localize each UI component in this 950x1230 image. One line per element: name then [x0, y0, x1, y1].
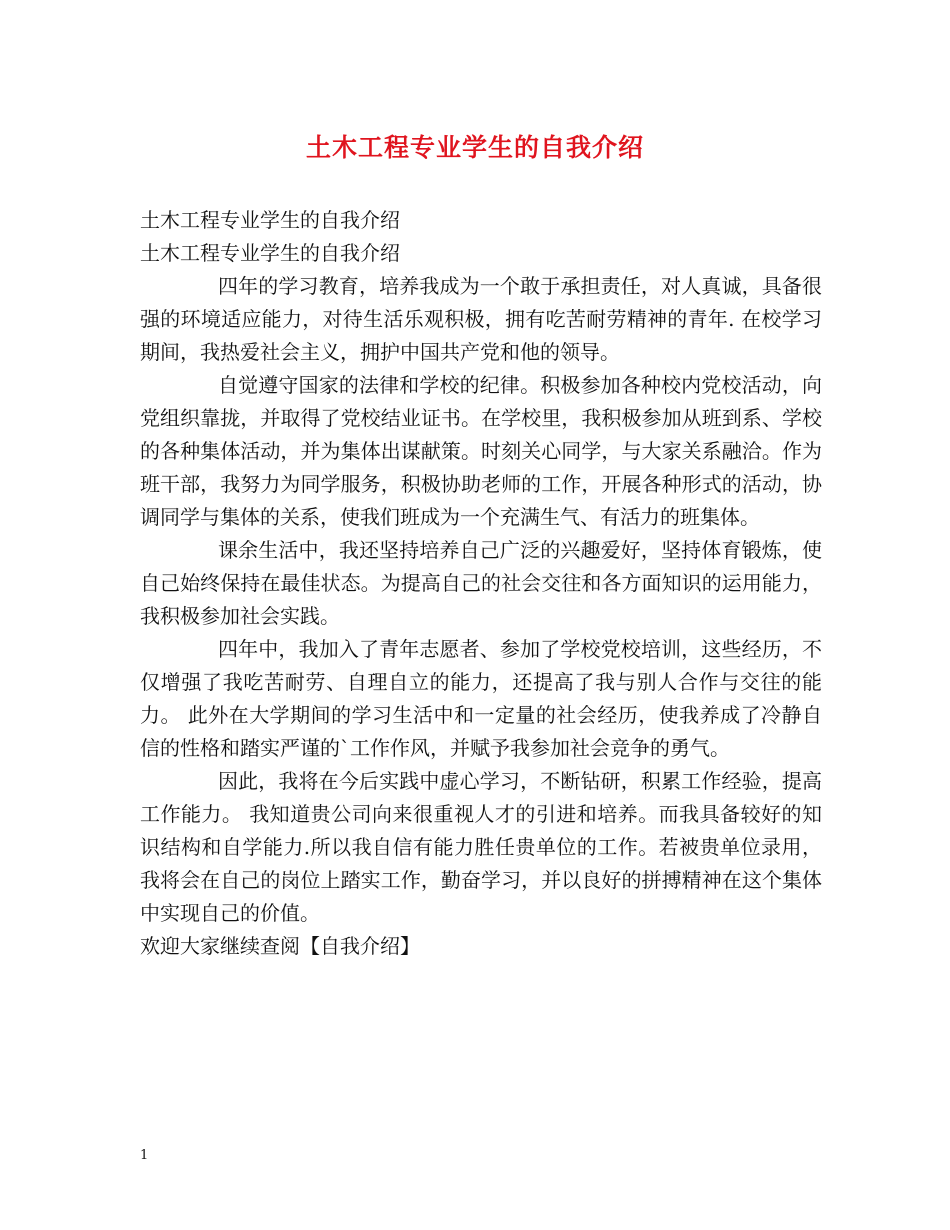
heading-line: 土木工程专业学生的自我介绍 [140, 208, 400, 232]
paragraph: 四年中，我加入了青年志愿者、参加了学校党校培训，这些经历，不仅增强了我吃苦耐劳、自理自立的能力，还提高了我与别人合作与交往的能力。 此外在大学期间的学习生活中和一定量的社会经历，使我养成了冷静自信的性格和踏实严谨的`工作作风，并赋予我参加社会竞争的勇气。 [140, 637, 822, 760]
document-body [140, 204, 822, 963]
document-title: 土木工程专业学生的自我介绍 [305, 133, 644, 162]
paragraph: 课余生活中，我还坚持培养自己广泛的兴趣爱好，坚持体育锻炼，使自己始终保持在最佳状态。为提高自己的社会交往和各方面知识的运用能力，我积极参加社会实践。 [140, 538, 822, 628]
paragraph: 自觉遵守国家的法律和学校的纪律。积极参加各种校内党校活动，向党组织靠拢，并取得了党校结业证书。在学校里，我积极参加从班到系、学校的各种集体活动，并为集体出谋献策。时刻关心同学，与大家关系融洽。作为班干部，我努力为同学服务，积极协助老师的工作，开展各种形式的活动，协调同学与集体的关系，使我们班成为一个充满生气、有活力的班集体。 [140, 373, 822, 529]
paragraph: 四年的学习教育，培养我成为一个敢于承担责任，对人真诚，具备很强的环境适应能力，对待生活乐观积极，拥有吃苦耐劳精神的青年. 在校学习期间，我热爱社会主义，拥护中国共产党和他的领导。 [140, 274, 822, 364]
page-number: 1 [140, 1148, 149, 1163]
paragraph: 因此，我将在今后实践中虚心学习，不断钻研，积累工作经验，提高工作能力。 我知道贵公司向来很重视人才的引进和培养。而我具备较好的知识结构和自学能力.所以我自信有能力胜任贵单位的工作。若被贵单位录用，我将会在自己的岗位上踏实工作，勤奋学习，并以良好的拼搏精神在这个集体中实现自己的价值。 [140, 769, 822, 925]
heading-line: 土木工程专业学生的自我介绍 [140, 241, 400, 265]
closing-line: 欢迎大家继续查阅【自我介绍】 [140, 934, 420, 958]
